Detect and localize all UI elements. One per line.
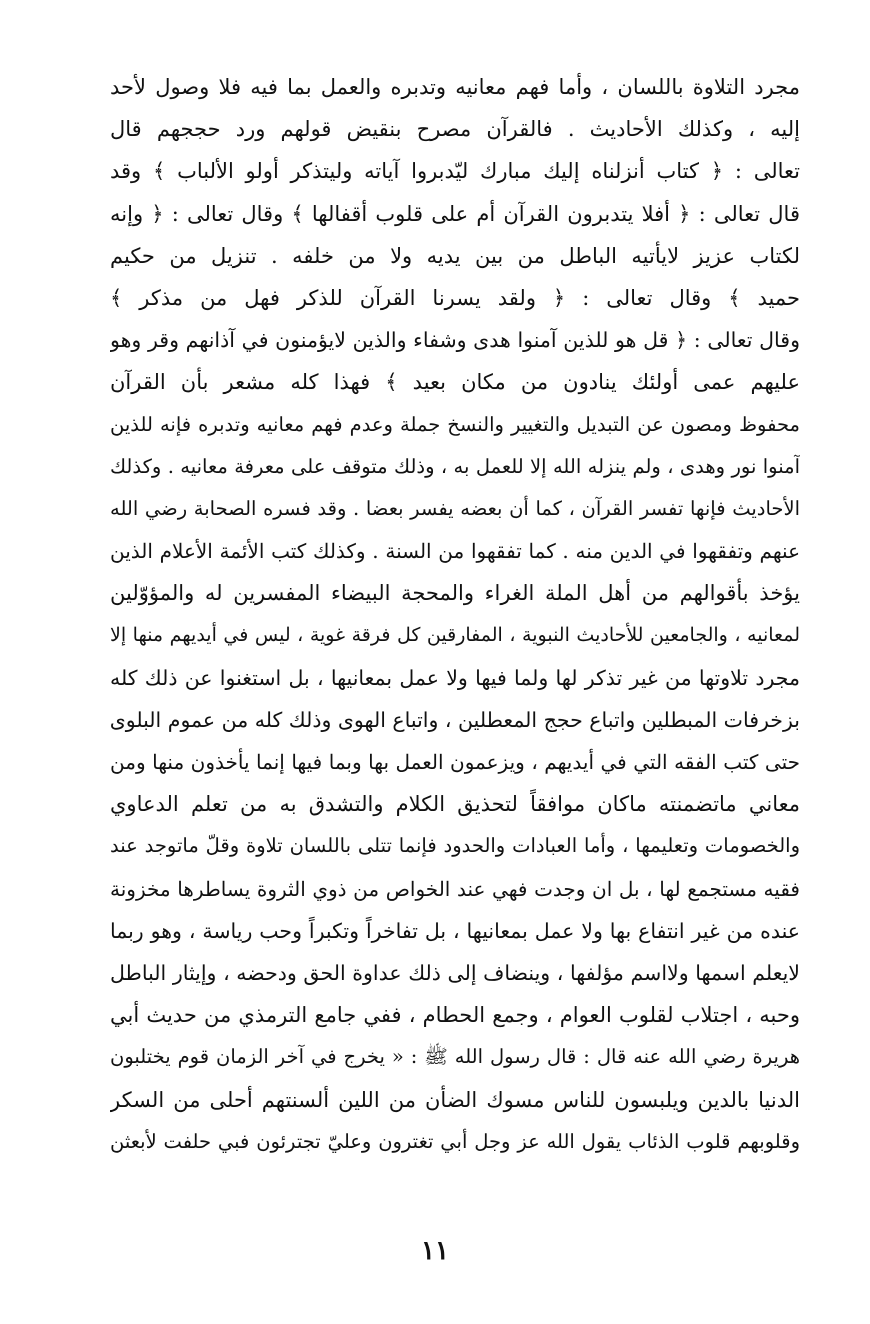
text-line: تعالى : ﴿ كتاب أنزلناه إليك مبارك ليّدبروا آياته وليتذكر أولو الألباب ﴾ وقد: [110, 159, 800, 184]
text-line: عنهم وتفقهوا في الدين منه . كما تفقهوا من السنة . وكذلك كتب الأئمة الأعلام الذين: [110, 539, 800, 564]
text-line: لكتاب عزيز لايأتيه الباطل من بين يديه ولا من خلفه . تنزيل من حكيم: [110, 243, 800, 268]
text-line: وحبه ، اجتلاب لقلوب العوام ، وجمع الحطام ، ففي جامع الترمذي من حديث أبي: [110, 1003, 800, 1028]
text-line: بزخرفات المبطلين واتباع حجج المعطلين ، واتباع الهوى وذلك كله من عموم البلوى: [110, 707, 800, 732]
text-line: إليه ، وكذلك الأحاديث . فالقرآن مصرح بنقيض قولهم ورد حججهم قال: [110, 117, 800, 142]
text-line: مجرد تلاوتها من غير تذكر لها ولما فيها ولا عمل بمعانيها ، بل استغنوا عن ذلك كله: [110, 665, 800, 690]
text-line: مجرد التلاوة باللسان ، وأما فهم معانيه وتدبره والعمل بما فيه فلا وصول لأحد: [110, 75, 800, 99]
text-line: لايعلم اسمها ولااسم مؤلفها ، وينضاف إلى ذلك عداوة الحق ودحضه ، وإيثار الباطل: [110, 960, 800, 985]
text-line: لمعانيه ، والجامعين للأحاديث النبوية ، المفارقين كل فرقة غوية ، ليس في أيديهم منها إلا: [110, 624, 800, 647]
text-line: وقلوبهم قلوب الذئاب يقول الله عز وجل أبي تغترون وعليّ تجترئون فبي حلفت لأبعثن: [110, 1129, 800, 1153]
page-number: ١١: [421, 1236, 449, 1266]
text-line: الدنيا بالدين ويلبسون للناس مسوك الضأن من اللين ألسنتهم أحلى من السكر: [110, 1087, 800, 1112]
body-text: [110, 66, 800, 1163]
text-line: والخصومات وتعليمها ، وأما العبادات والحدود فإنما تتلى باللسان تلاوة وقلّ ماتوجد عند: [110, 834, 800, 858]
text-line: عليهم عمى أولئك ينادون من مكان بعيد ﴾ فهذا كله مشعر بأن القرآن: [110, 370, 800, 395]
text-line: آمنوا نور وهدى ، ولم ينزله الله إلا للعمل به ، وذلك متوقف على معرفة معانيه . وكذلك: [110, 454, 800, 478]
text-line: فقيه مستجمع لها ، بل ان وجدت فهي عند الخواص من ذوي الثروة يساطرها مخزونة: [110, 876, 800, 901]
text-line: حتى كتب الفقه التي في أيديهم ، ويزعمون العمل بها وبما فيها إنما يأخذون منها ومن: [110, 750, 800, 774]
text-line: حميد ﴾ وقال تعالى : ﴿ ولقد يسرنا القرآن للذكر فهل من مذكر ﴾: [110, 285, 800, 310]
text-line: الأحاديث فإنها تفسر القرآن ، كما أن بعضه يفسر بعضا . وقد فسره الصحابة رضي الله: [110, 496, 800, 520]
text-line: عنده من غير انتفاع بها ولا عمل بمعانيها ، بل تفاخراً وتكبراً وحب رياسة ، وهو ربما: [110, 918, 800, 943]
text-line: يؤخذ بأقوالهم من أهل الملة الغراء والمحجة البيضاء المفسرين له والمؤوّلين: [110, 581, 800, 606]
text-line: معاني ماتضمنته ماكان موافقاً لتحذيق الكلام والتشدق به من تعلم الدعاوي: [110, 792, 800, 817]
text-line: محفوظ ومصون عن التبديل والتغيير والنسخ جملة وعدم فهم معانيه وتدبره فإنه للذين: [110, 412, 800, 436]
text-line: هريرة رضي الله عنه قال : قال رسول الله ﷺ : « يخرج في آخر الزمان قوم يختلبون: [110, 1045, 800, 1069]
text-line: وقال تعالى : ﴿ قل هو للذين آمنوا هدى وشفاء والذين لايؤمنون في آذانهم وقر وهو: [110, 328, 800, 353]
text-line: قال تعالى : ﴿ أفلا يتدبرون القرآن أم على قلوب أقفالها ﴾ وقال تعالى : ﴿ وإنه: [110, 201, 800, 226]
